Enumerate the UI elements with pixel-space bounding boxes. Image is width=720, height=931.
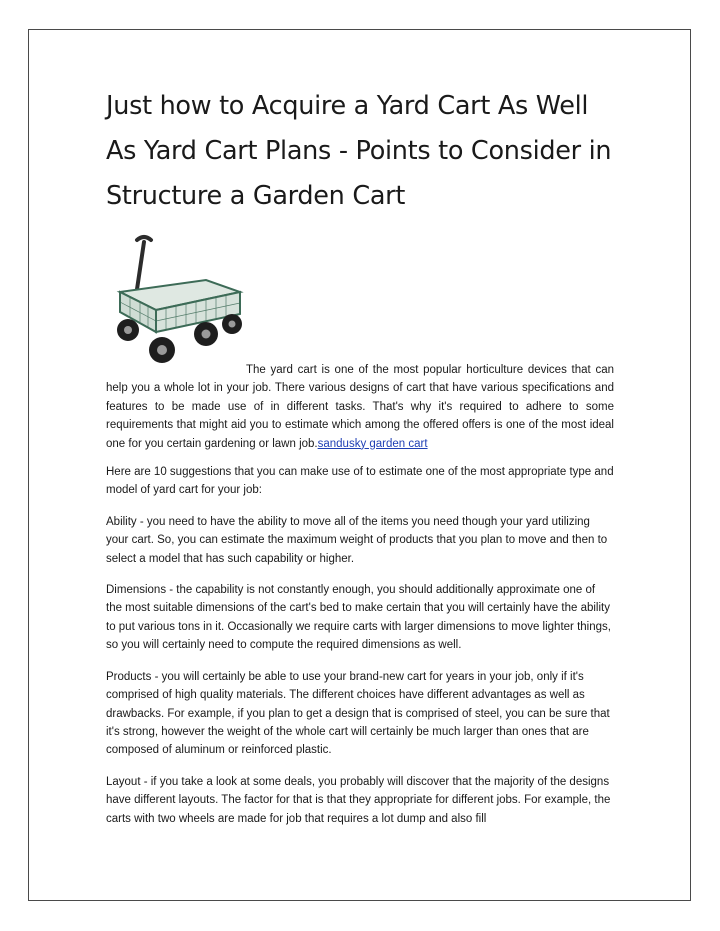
garden-cart-image bbox=[106, 234, 244, 364]
intro-paragraph bbox=[106, 361, 614, 453]
intro-text: The yard cart is one of the most popular horticulture devices that can help you a whole lot in your job. There various designs of cart that have various specifications and features to be made use of in different tasks. That's why it's required to adhere to some requirements that might aid you to estimate which among the offered offers is one of the most ideal one for you certain gardening or lawn job. bbox=[106, 364, 614, 450]
document-title: Just how to Acquire a Yard Cart As Well As Yard Cart Plans - Points to Consider in Structure a Garden Cart bbox=[106, 91, 612, 211]
paragraph-ability: Ability - you need to have the ability to move all of the items you need though your yard utilizing your cart. So, you can estimate the maximum weight of products that you plan to move and then to select a model that has such capability or higher. bbox=[106, 515, 608, 565]
paragraph-layout: Layout - if you take a look at some deals, you probably will discover that the majority of the designs have different layouts. The factor for that is that they appropriate for different jobs. For example, the carts with two wheels are made for job that requires a lot dump and also fill bbox=[106, 775, 611, 825]
paragraph-products: Products - you will certainly be able to use your brand-new cart for years in your job, only if it's comprised of high quality materials. The different choices have different advantages as well as drawbacks. For example, if you plan to get a design that is comprised of steel, you can be sure that it's strong, however the weight of the whole cart will certainly be much larger than ones that are composed of aluminum or reinforced plastic. bbox=[106, 670, 610, 757]
paragraph-suggestions-intro: Here are 10 suggestions that you can make use of to estimate one of the most appropriate type and model of yard cart for your job: bbox=[106, 466, 614, 497]
article-body bbox=[106, 361, 614, 841]
paragraph-dimensions: Dimensions - the capability is not constantly enough, you should additionally approximate one of the most suitable dimensions of the cart's bed to make certain that you will certainly have the ability to put various tons in it. Occasionally we require carts with larger dimensions to move lighter things, so you will certainly need to compute the required dimensions as well. bbox=[106, 584, 611, 652]
sandusky-garden-cart-link[interactable]: sandusky garden cart bbox=[317, 437, 428, 450]
